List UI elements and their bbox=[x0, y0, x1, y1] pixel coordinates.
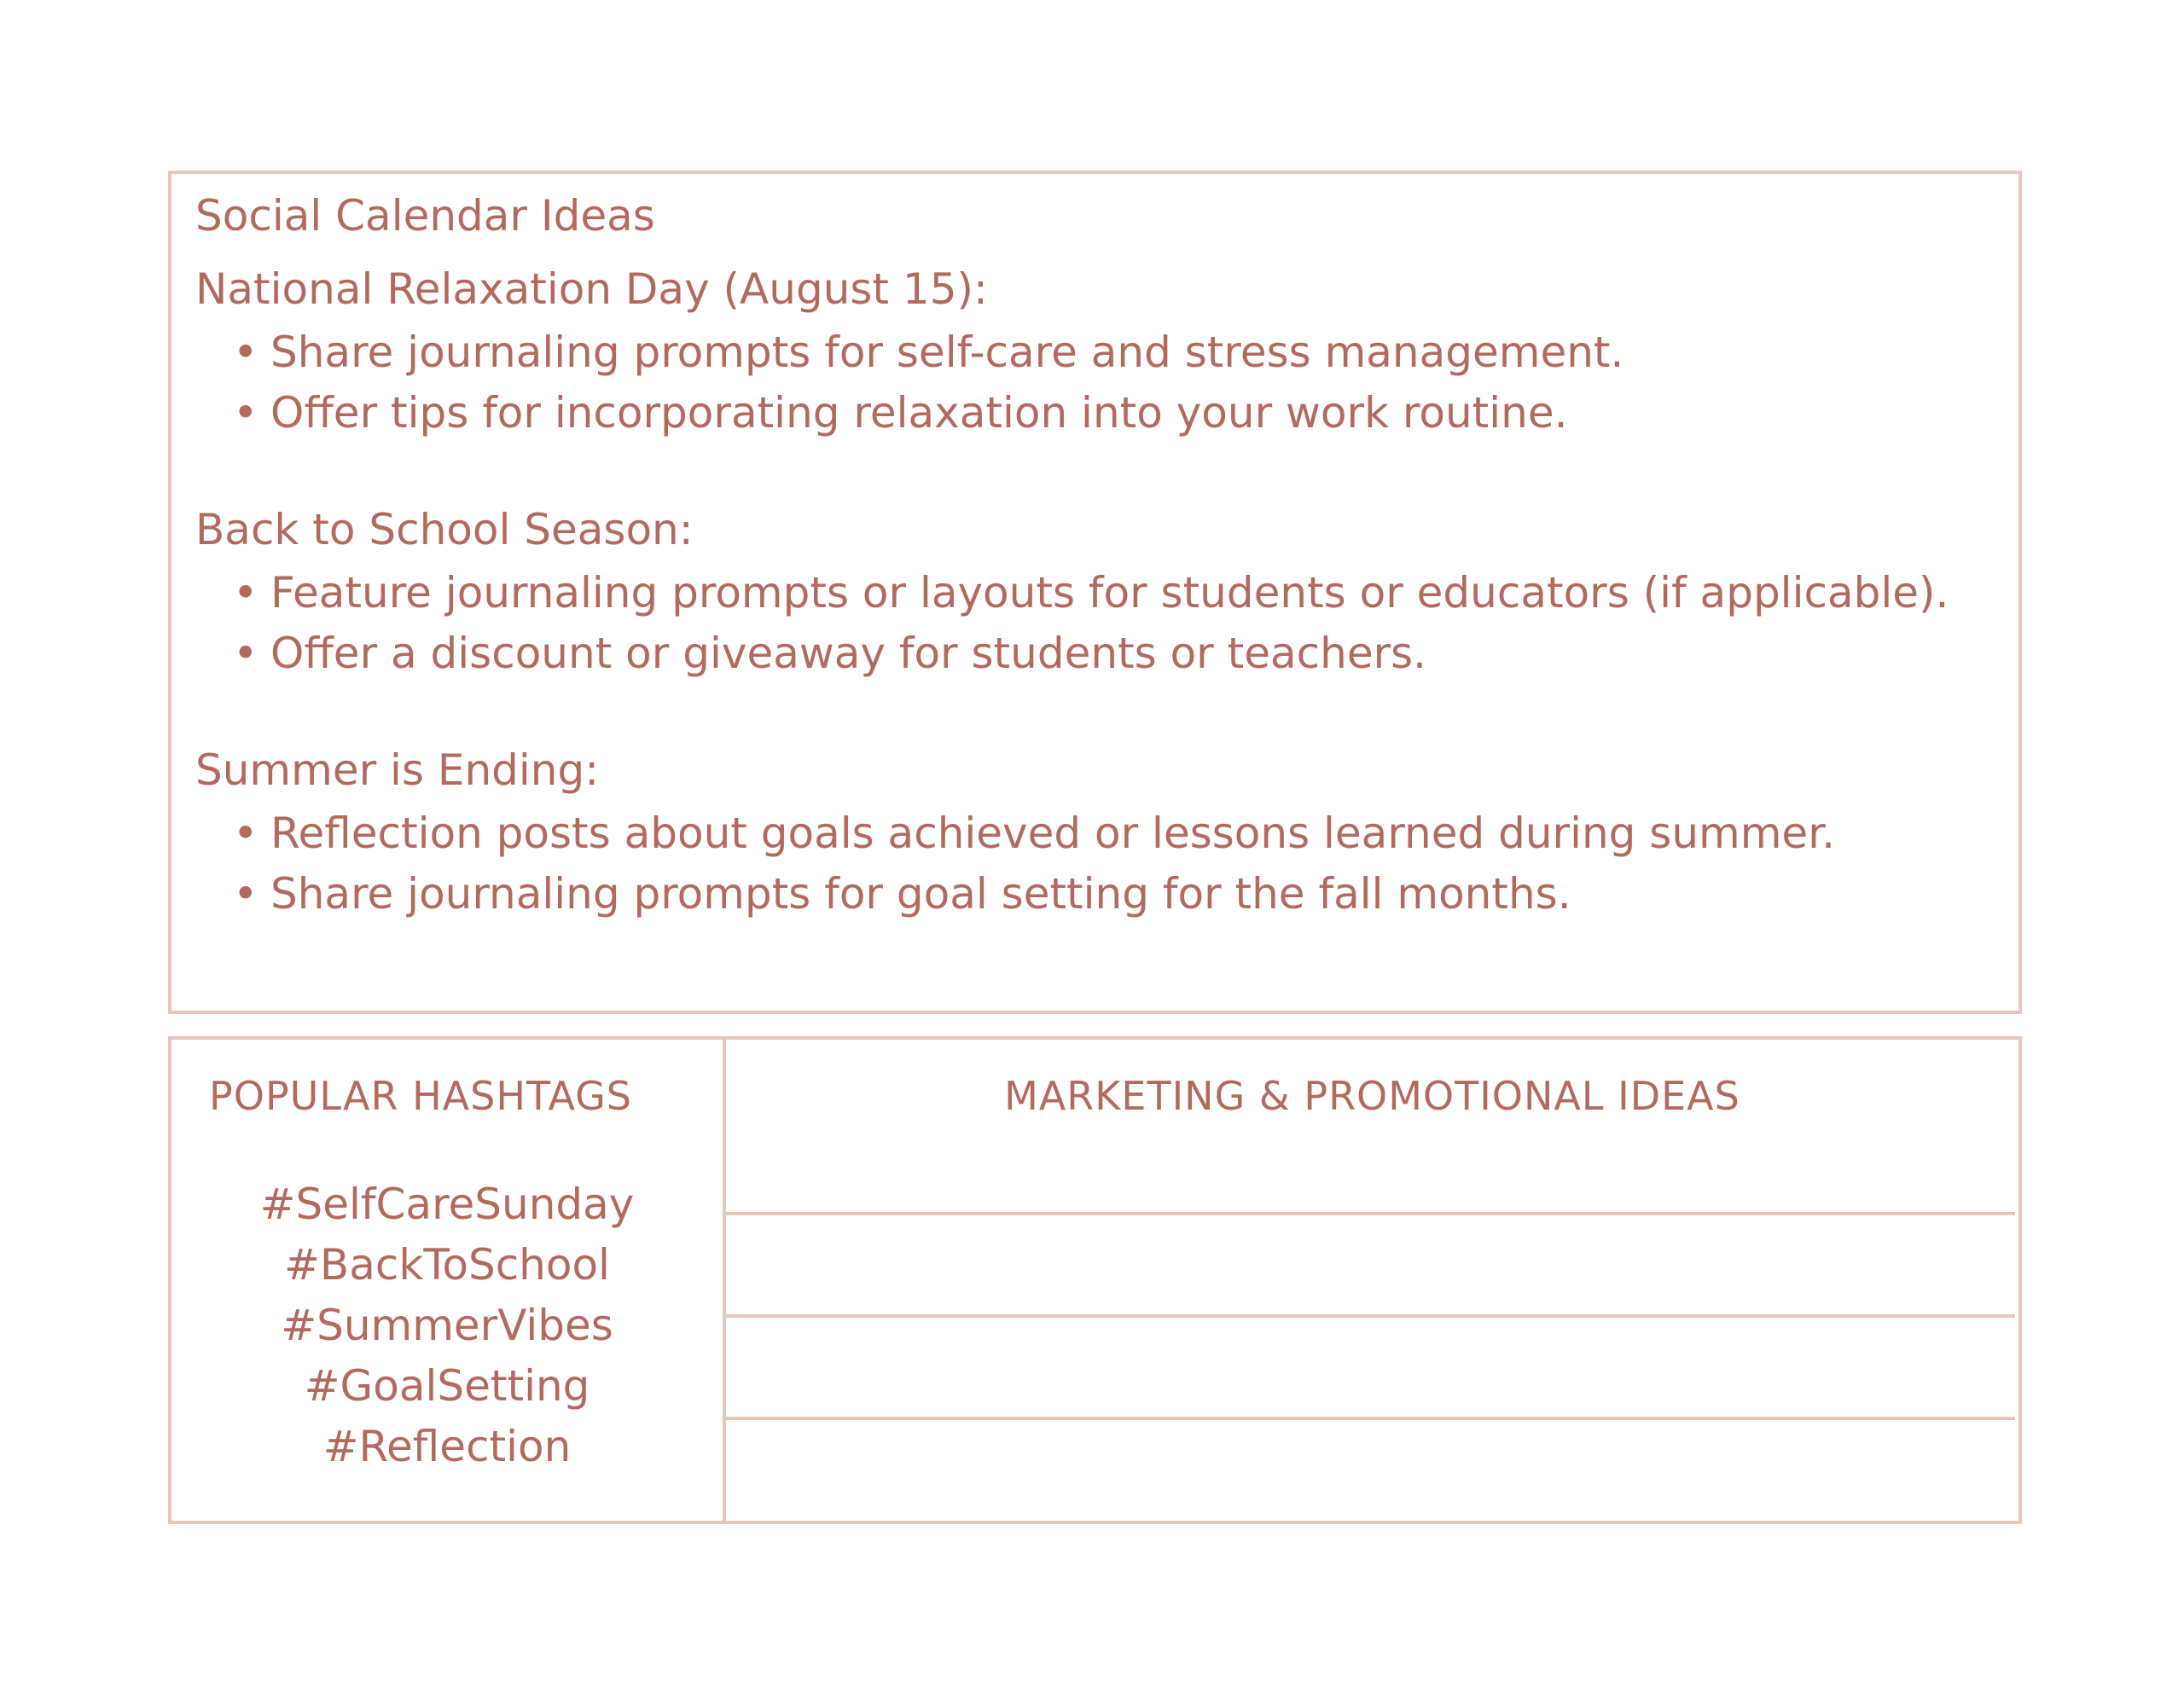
hashtag-item: #SummerVibes bbox=[281, 1301, 613, 1350]
section-heading: National Relaxation Day (August 15): bbox=[195, 264, 988, 314]
bullet-item bbox=[195, 623, 2018, 684]
bullet-item bbox=[195, 383, 2018, 443]
bullet-text: Offer a discount or giveaway for students or teachers. bbox=[270, 629, 1427, 678]
bullet-text: Reflection posts about goals achieved or lessons learned during summer. bbox=[270, 809, 1836, 858]
bullet-dot-icon: • bbox=[233, 568, 258, 617]
hashtags-heading: POPULAR HASHTAGS bbox=[209, 1073, 632, 1119]
bullet-list bbox=[195, 322, 2018, 443]
bullet-item bbox=[195, 803, 2018, 864]
bullet-dot-icon: • bbox=[233, 869, 258, 919]
bullet-text: Offer tips for incorporating relaxation into your work routine. bbox=[270, 388, 1568, 438]
bullet-text: Share journaling prompts for self-care and stress management. bbox=[270, 328, 1624, 377]
hashtag-item: #BackToSchool bbox=[284, 1240, 610, 1290]
writing-line[interactable] bbox=[726, 1212, 2015, 1215]
bullet-item bbox=[195, 563, 2018, 623]
section-heading: Summer is Ending: bbox=[195, 745, 600, 795]
bullet-text: Feature journaling prompts or layouts for students or educators (if applicable). bbox=[270, 568, 1949, 617]
bullet-list bbox=[195, 563, 2018, 684]
bullet-item bbox=[195, 864, 2018, 925]
bullet-dot-icon: • bbox=[233, 328, 258, 377]
popular-hashtags-panel bbox=[171, 1040, 726, 1521]
section-relaxation-day bbox=[195, 263, 2018, 443]
hashtag-item: #SelfCareSunday bbox=[259, 1180, 635, 1229]
bullet-item bbox=[195, 322, 2018, 383]
bullet-list bbox=[195, 803, 2018, 925]
hashtag-item: #Reflection bbox=[322, 1422, 572, 1471]
writing-line[interactable] bbox=[726, 1314, 2015, 1318]
section-summer-ending bbox=[195, 744, 2018, 925]
bullet-dot-icon: • bbox=[233, 388, 258, 438]
marketing-ideas-panel bbox=[726, 1040, 2018, 1521]
bullet-text: Share journaling prompts for goal setting for the fall months. bbox=[270, 869, 1571, 919]
section-heading: Back to School Season: bbox=[195, 505, 694, 554]
writing-line[interactable] bbox=[726, 1417, 2015, 1420]
social-calendar-ideas-box bbox=[168, 171, 2022, 1014]
marketing-heading: MARKETING & PROMOTIONAL IDEAS bbox=[1004, 1073, 1740, 1119]
box-title: Social Calendar Ideas bbox=[195, 191, 655, 241]
bullet-dot-icon: • bbox=[233, 629, 258, 678]
hashtag-item: #GoalSetting bbox=[304, 1361, 590, 1411]
hashtag-list bbox=[171, 1174, 723, 1477]
bullet-dot-icon: • bbox=[233, 809, 258, 858]
section-back-to-school bbox=[195, 503, 2018, 684]
bottom-panels bbox=[168, 1036, 2022, 1524]
